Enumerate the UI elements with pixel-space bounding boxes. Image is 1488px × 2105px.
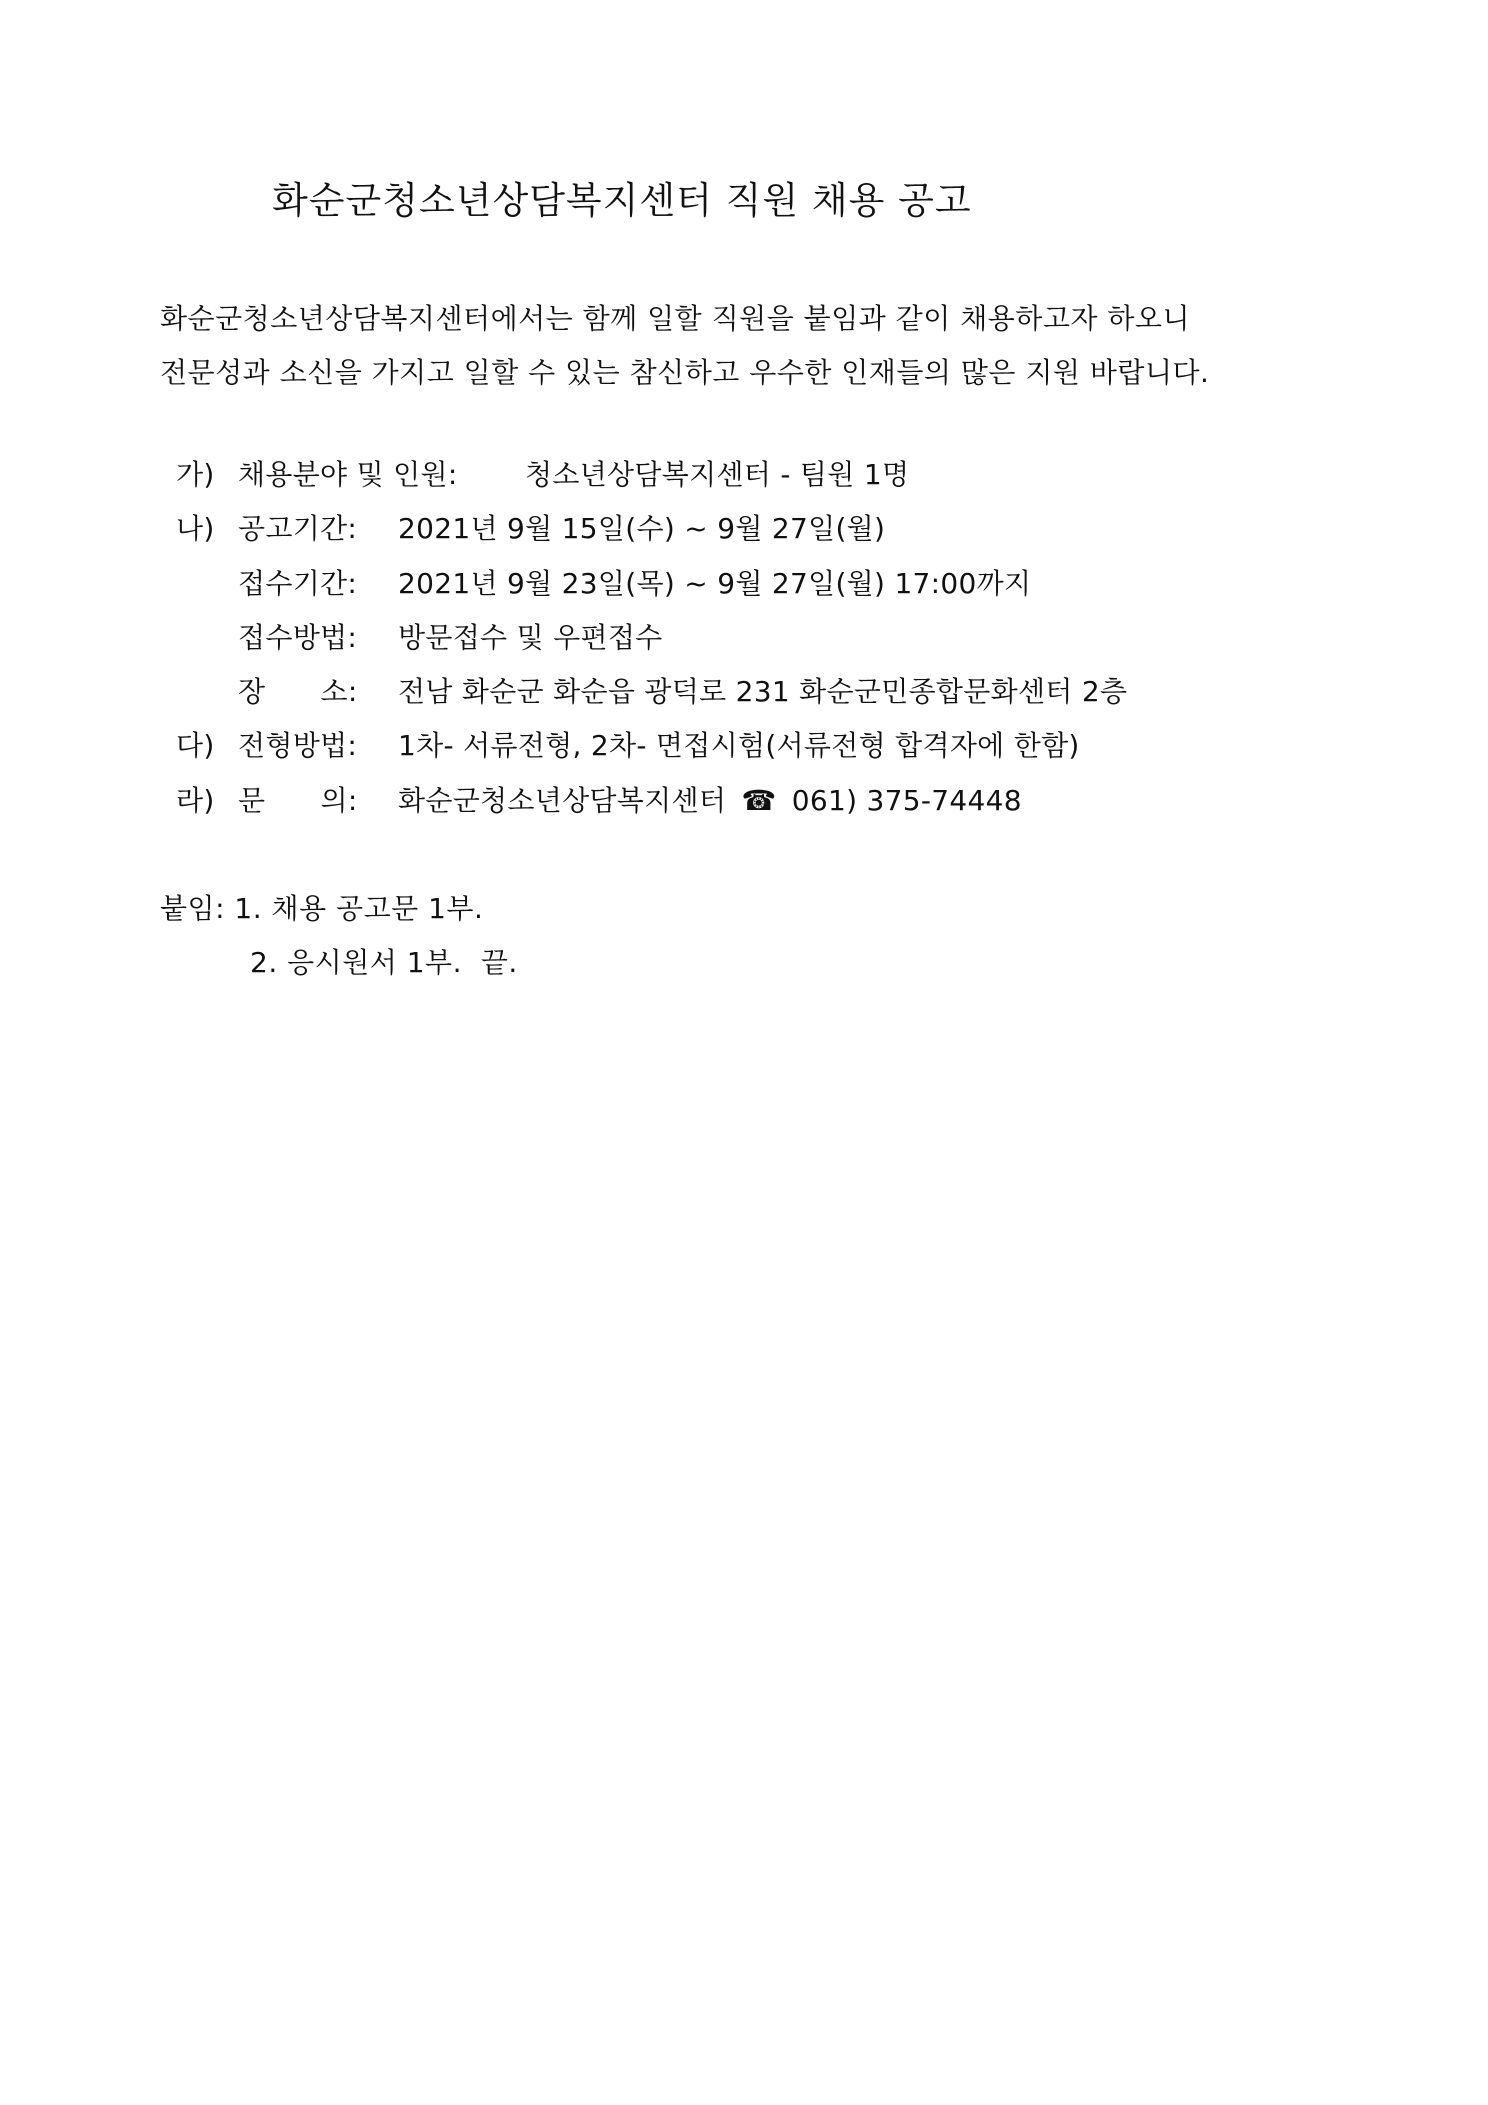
item-value: 1차- 서류전형, 2차- 면접시험(서류전형 합격자에 한함) [398, 729, 1080, 762]
item-value [398, 779, 1022, 819]
item-marker: 다) [176, 729, 215, 762]
item-label: 채용분야 및 인원: [238, 458, 458, 491]
telephone-icon: ☎ [741, 784, 777, 817]
inquiry-phone-number: 061) 375-74448 [791, 784, 1022, 817]
item-marker: 가) [176, 458, 215, 491]
intro-line-1: 화순군청소년상담복지센터에서는 함께 일할 직원을 붙임과 같이 채용하고자 하오니 [160, 302, 1190, 335]
item-label: 문 의: [238, 784, 358, 817]
item-value: 2021년 9월 15일(수) ~ 9월 27일(월) [398, 512, 886, 545]
item-value: 2021년 9월 23일(목) ~ 9월 27일(월) 17:00까지 [398, 567, 1032, 600]
item-label: 공고기간: [238, 512, 358, 545]
item-label: 장 소: [238, 675, 358, 708]
attachment-line-1: 붙임: 1. 채용 공고문 1부. [160, 892, 484, 925]
item-value: 전남 화순군 화순읍 광덕로 231 화순군민종합문화센터 2층 [398, 675, 1128, 708]
item-label: 전형방법: [238, 729, 358, 762]
attachment-line-2: 2. 응시원서 1부. 끝. [250, 946, 518, 979]
item-marker: 나) [176, 512, 215, 545]
item-value: 청소년상담복지센터 - 팀원 1명 [525, 458, 910, 491]
item-value: 방문접수 및 우편접수 [398, 621, 663, 654]
intro-line-2: 전문성과 소신을 가지고 일할 수 있는 참신하고 우수한 인재들의 많은 지원 바랍니다. [160, 356, 1210, 389]
inquiry-organization: 화순군청소년상담복지센터 [398, 784, 727, 817]
page-title: 화순군청소년상담복지센터 직원 채용 공고 [272, 179, 972, 222]
item-marker: 라) [176, 784, 215, 817]
item-label: 접수방법: [238, 621, 358, 654]
item-label: 접수기간: [238, 567, 358, 600]
